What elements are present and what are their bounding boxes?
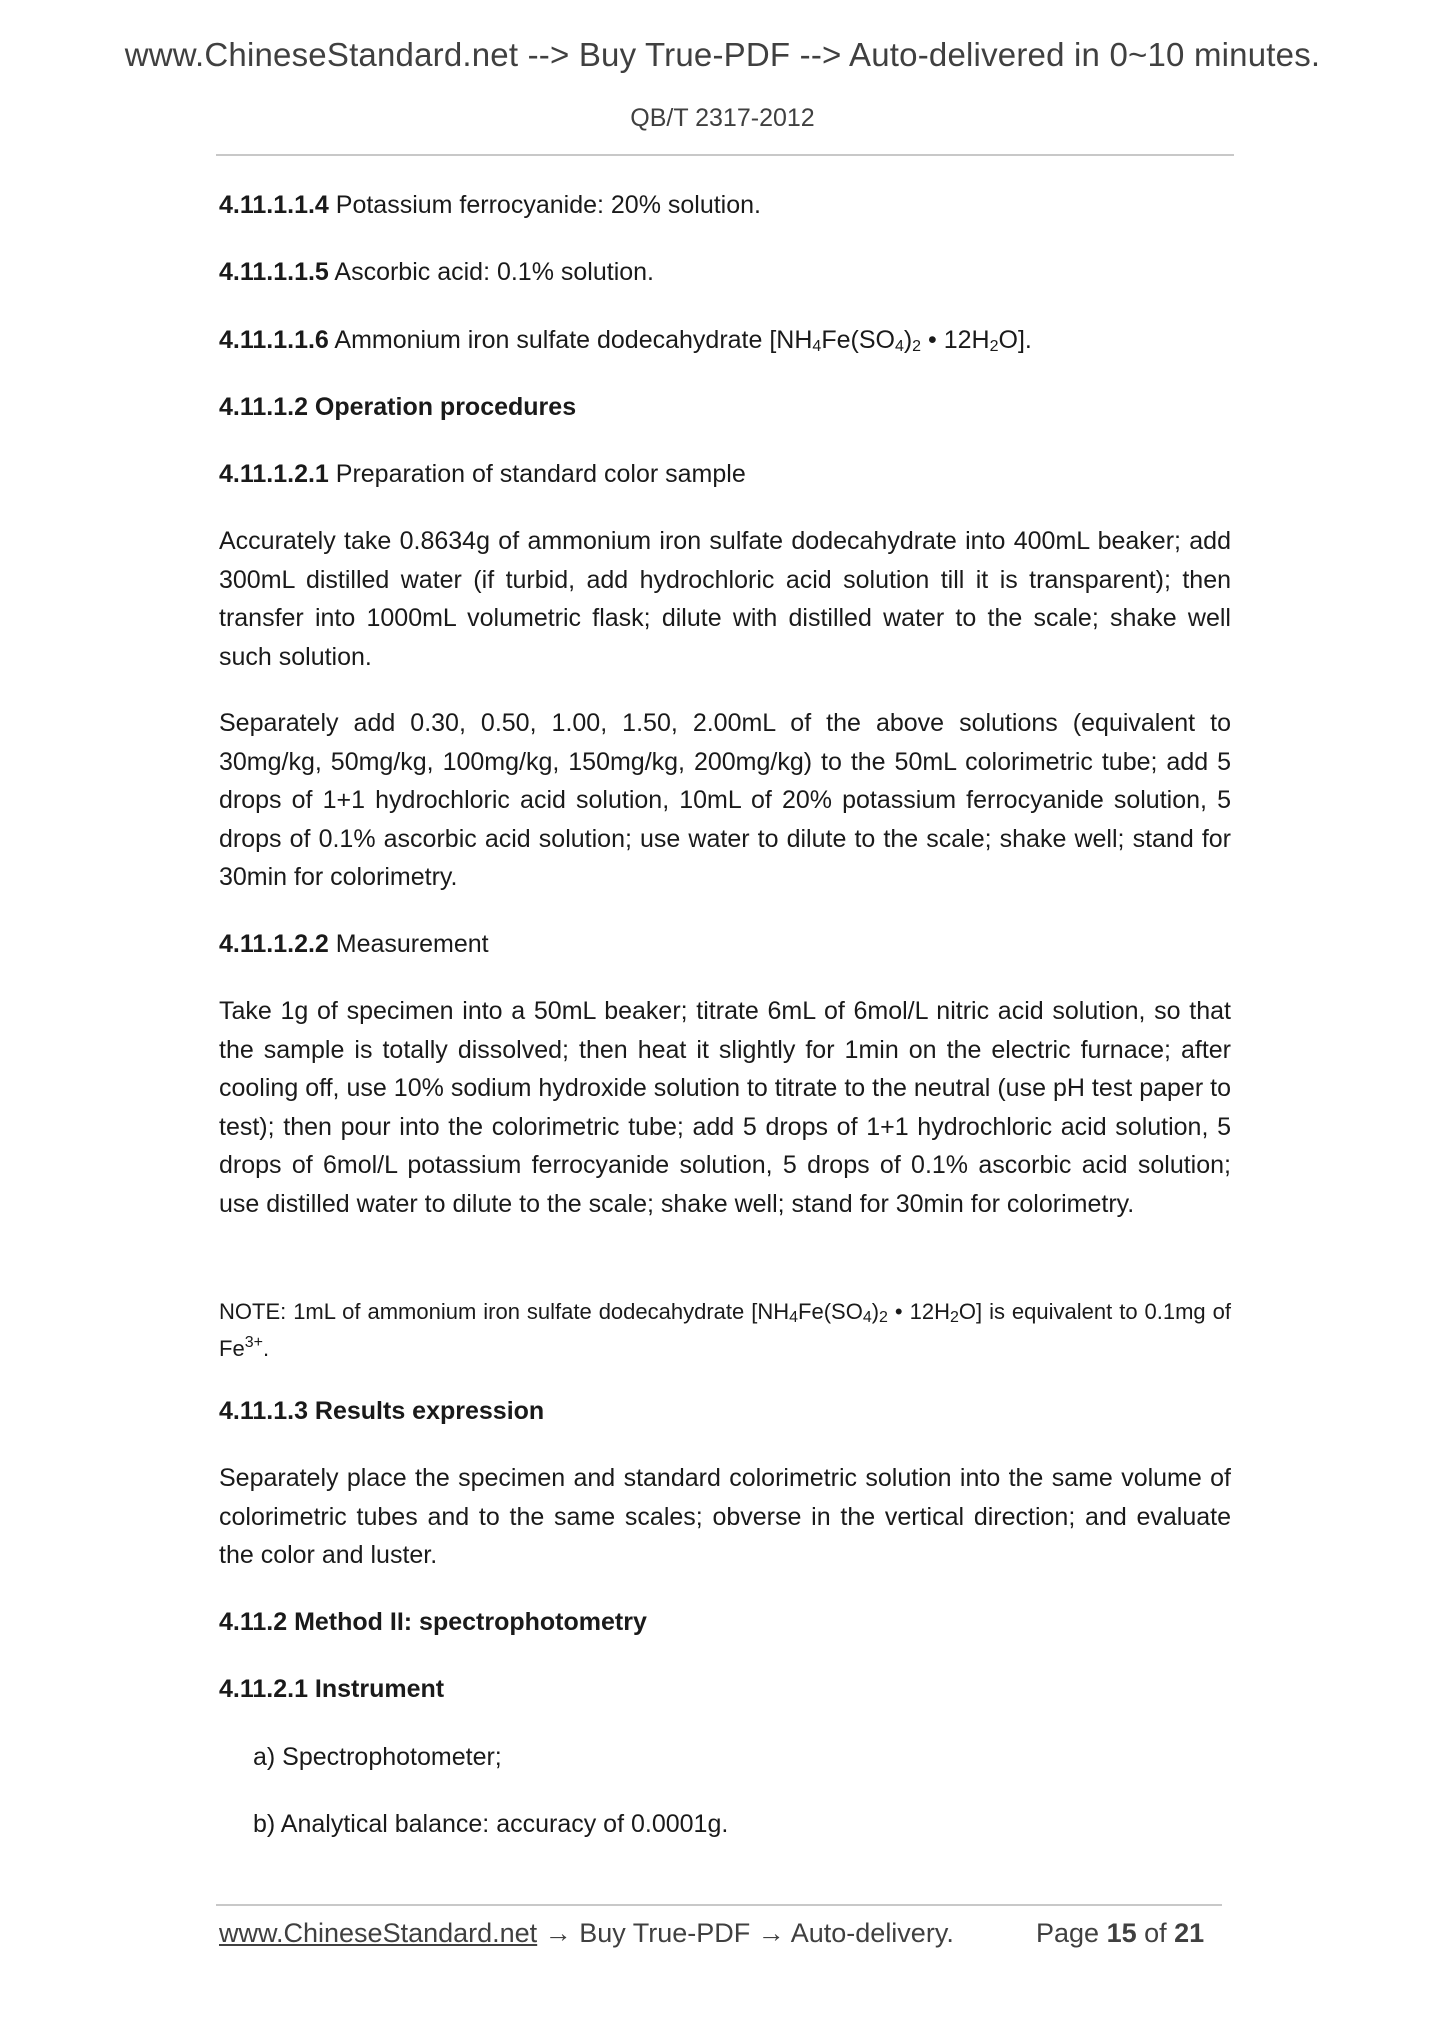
heading-4-11-1-3: 4.11.1.3 Results expression [219,1397,545,1425]
formula-part: Ammonium iron sulfate dodecahydrate [NH [328,326,813,354]
formula-subscript: 2 [879,1309,888,1326]
list-item-b: b) Analytical balance: accuracy of 0.0001g. [253,1810,729,1838]
list-item-a: a) Spectrophotometer; [253,1743,502,1771]
paragraph-preparation: Accurately take 0.8634g of ammonium iron sulfate dodecahydrate into 400mL beaker; add 300mL distilled water (if turbid, add hydrochloric acid solution till it is transparent); then transfer into 1000mL volumetric flask; dilute with distilled water to the scale; shake well such solution. [219,527,1231,671]
clause-4-11-1-2-1 [219,455,1231,494]
formula-subscript: 4 [862,1309,872,1326]
formula-subscript: 4 [812,338,822,355]
formula-part: O]. [998,326,1032,354]
page-of-label: of [1136,1918,1175,1948]
clause-number: 4.11.1.1.4 [219,191,329,219]
formula-subscript: 4 [894,338,904,355]
note-part: • 12H [887,1299,950,1324]
paragraph-separately-add: Separately add 0.30, 0.50, 1.00, 1.50, 2.00mL of the above solutions (equivalent to 30mg/kg, 50mg/kg, 100mg/kg, 150mg/kg, 200mg/kg) to the 50mL colorimetric tube; add 5 drops of 1+1 hydrochloric acid solution, 10mL of 20% potassium ferrocyanide solution, 5 drops of 0.1% ascorbic acid solution; use water to dilute to the scale; shake well; stand for 30min for colorimetry. [219,709,1231,891]
formula-part: ) [903,326,913,354]
paragraph-results: Separately place the specimen and standard colorimetric solution into the same volume of colorimetric tubes and to the same scales; obverse in the vertical direction; and evaluate the color and luster. [219,1464,1231,1569]
standard-code: QB/T 2317-2012 [630,104,815,132]
formula-subscript: 2 [949,1309,959,1326]
note-part: . [262,1336,270,1361]
note-part: O] is equivalent to 0.1mg of Fe [219,1299,1231,1361]
clause-text: Potassium ferrocyanide: 20% solution. [328,191,761,219]
clause-4-11-1-1-6 [219,321,1231,360]
clause-4-11-1-1-5 [219,253,1231,292]
clause-text: Preparation of standard color sample [328,460,746,488]
formula-subscript: 2 [912,338,922,355]
formula-part: Fe(SO [821,326,895,354]
formula-superscript: 3+ [244,1334,263,1351]
footer-divider [216,1904,1222,1906]
total-pages: 21 [1174,1918,1205,1948]
heading-4-11-1-2: 4.11.1.2 Operation procedures [219,393,577,421]
clause-number: 4.11.1.2.2 [219,930,329,958]
formula-subscript: 4 [789,1309,799,1326]
clause-4-11-1-1-4 [219,186,1231,225]
clause-number: 4.11.1.1.5 [219,258,329,286]
footer-promo-text: → Buy True-PDF → Auto-delivery. [537,1918,954,1948]
clause-text: Ascorbic acid: 0.1% solution. [328,258,654,286]
formula-subscript: 2 [989,338,999,355]
clause-number: 4.11.1.1.6 [219,326,329,354]
header-divider [216,154,1234,156]
paragraph-measurement: Take 1g of specimen into a 50mL beaker; titrate 6mL of 6mol/L nitric acid solution, so that the sample is totally dissolved; then heat it slightly for 1min on the electric furnace; after cooling off, use 10% sodium hydroxide solution to titrate to the neutral (use pH test paper to test); then pour into the colorimetric tube; add 5 drops of 1+1 hydrochloric acid solution, 5 drops of 6mol/L potassium ferrocyanide solution, 5 drops of 0.1% ascorbic acid solution; use distilled water to dilute to the scale; shake well; stand for 30min for colorimetry. [219,997,1231,1218]
formula-part: • 12H [921,326,990,354]
note-part: Fe(SO [798,1299,863,1324]
page-number [1036,1918,1204,1949]
current-page: 15 [1106,1918,1137,1948]
note-part: ) [871,1299,880,1324]
note [219,1293,1231,1367]
clause-4-11-1-2-2 [219,925,1231,964]
footer-site-link[interactable]: www.ChineseStandard.net [219,1918,538,1948]
header-banner: www.ChineseStandard.net --> Buy True-PDF --> Auto-delivered in 0~10 minutes. [124,36,1321,73]
footer-promo [219,1918,954,1949]
heading-4-11-2: 4.11.2 Method II: spectrophotometry [219,1608,647,1636]
clause-text: Measurement [328,930,489,958]
note-part: NOTE: 1mL of ammonium iron sulfate dodecahydrate [NH [219,1299,790,1324]
heading-4-11-2-1: 4.11.2.1 Instrument [219,1675,445,1703]
clause-number: 4.11.1.2.1 [219,460,329,488]
page-label: Page [1036,1918,1107,1948]
